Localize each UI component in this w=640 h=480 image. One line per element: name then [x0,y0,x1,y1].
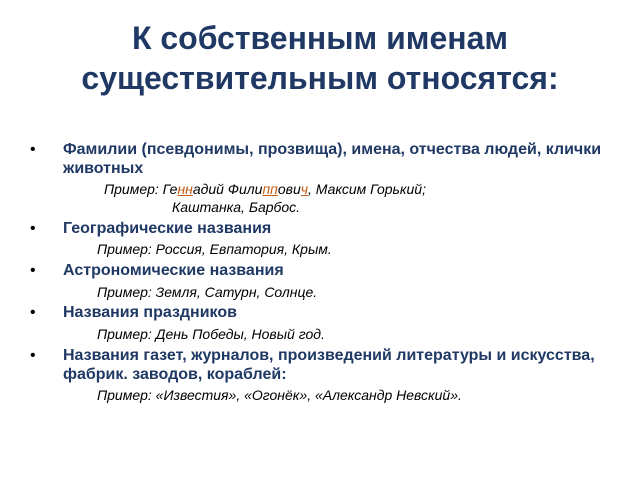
example-text: Пример: Земля, Сатурн, Солнце. [97,284,318,300]
bullet-icon: • [30,347,36,364]
example-text: Пример: Россия, Евпатория, Крым. [97,241,332,257]
highlighted-letters: нн [177,181,193,197]
list-item-text: Фамилии (псевдонимы, прозвища), имена, отчества людей, клички животных [63,141,602,177]
example-text: Пример: «Известия», «Огонёк», «Александр Невский». [97,387,462,403]
bullet-icon: • [30,304,36,321]
slide-title-line-1: К собственным именам [131,20,509,56]
example-text: Пример: Геннадий Филиппович, Максим Горький; [104,181,426,197]
bullet-icon: • [30,262,36,279]
list-item-text: Названия праздников [63,304,237,321]
highlighted-letters: ч [300,181,309,197]
example-text: Пример: День Победы, Новый год. [97,326,325,342]
list-item-text: Астрономические названия [63,262,284,279]
slide-title [0,18,640,98]
slide-title-line-2: существительным относятся: [81,60,559,96]
example-text-continued: Каштанка, Барбос. [172,199,301,215]
list-item-text: Географические названия [63,220,272,237]
highlighted-letters: пп [262,181,278,197]
bullet-icon: • [30,141,36,158]
bullet-icon: • [30,220,36,237]
list-item-text: Названия газет, журналов, произведений литературы и искусства, фабрик. заводов, кораблей: [63,347,595,383]
